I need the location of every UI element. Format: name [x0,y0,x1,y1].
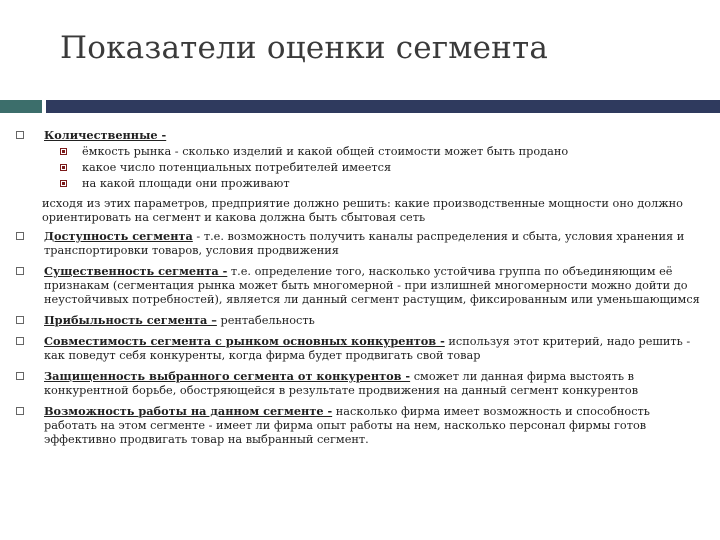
item-text: используя этот критерий, надо решить - как поведут себя конкуренты, когда фирма будет продвигать свой товар [44,335,691,362]
item-note [14,197,704,225]
item-text: - т.е. возможность получить каналы распределения и сбыта, условия хранения и транспортировки товаров, условия продвижения [44,230,685,257]
item-text: насколько фирма имеет возможность и способность работать на этом сегменте - имеет ли фирма опыт работы на нем, насколько персонал фирмы готов эффективно продвигать товар на выбранный сегмент. [44,405,650,446]
item-heading: Возможность работы на данном сегменте - [44,404,333,418]
square-bullet-icon [60,148,67,155]
list-item-accessibility [14,229,704,258]
list-item-substantiality [14,264,704,307]
slide-content [14,128,704,453]
sub-item-text: какое число потенциальных потребителей имеется [82,161,392,174]
item-heading: Количественные - [44,128,167,142]
square-bullet-icon [16,372,24,380]
sub-item-text: ёмкость рынка - сколько изделий и какой общей стоимости может быть продано [82,145,569,158]
item-heading: Доступность сегмента [44,229,193,243]
square-bullet-icon [16,407,24,415]
accent-bar-right [46,100,720,113]
list-item-profitability [14,313,704,328]
accent-bar-left [0,100,42,113]
square-bullet-icon [16,316,24,324]
square-bullet-icon [60,180,67,187]
slide-title: Показатели оценки сегмента [60,30,549,66]
sub-item-text: на какой площади они проживают [82,177,290,190]
item-text: сможет ли данная фирма выстоять в конкурентной борьбе, обостряющейся в результате продвижения на данный сегмент конкурентов [44,370,639,397]
square-bullet-icon [16,337,24,345]
item-heading: Совместимость сегмента с рынком основных конкурентов - [44,334,445,348]
item-text: рентабельность [216,314,315,327]
item-heading: Прибыльность сегмента – [44,313,217,327]
sub-item [44,177,704,191]
sub-item [44,145,704,159]
list-item-workability [14,404,704,447]
sub-item [44,161,704,175]
square-bullet-icon [16,131,24,139]
square-bullet-icon [60,164,67,171]
list-item-quantitative [14,128,704,191]
note-text: исходя из этих параметров, предприятие должно решить: какие производственные мощности оно должно ориентировать на сегмент и какова должна быть сбытовая сеть [42,197,683,224]
square-bullet-icon [16,267,24,275]
item-text: т.е. определение того, насколько устойчива группа по объединяющим её признакам (сегментация рынка может быть многомерной - при излишней многомерности можно дойти до неустойчивых потребностей), является ли данный сегмент растущим, фиксированным или уменьшающимся [44,265,700,306]
item-heading: Защищенность выбранного сегмента от конкурентов - [44,369,411,383]
list-item-protection [14,369,704,398]
square-bullet-icon [16,232,24,240]
item-heading: Существенность сегмента - [44,264,228,278]
list-item-compatibility [14,334,704,363]
